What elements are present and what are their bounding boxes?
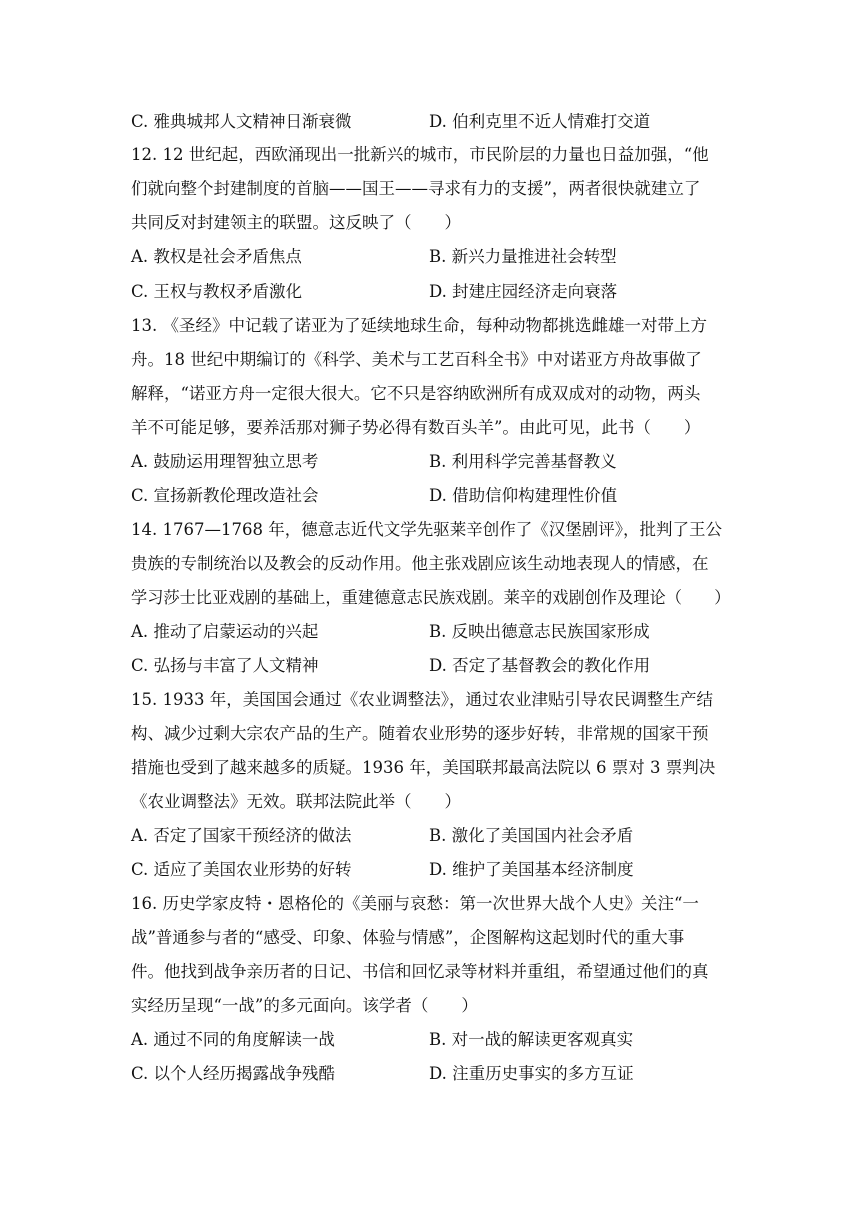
option-c: C. 弘扬与丰富了人文精神	[131, 656, 319, 675]
question-stem-line: 学习莎士比亚戏剧的基础上，重建德意志民族戏剧。莱辛的戏剧创作及理论（ ）	[131, 588, 731, 607]
question-stem-line: 12. 12 世纪起，西欧涌现出一批新兴的城市，市民阶层的力量也日益加强，“他	[131, 145, 709, 164]
question-stem-line: 舟。18 世纪中期编订的《科学、美术与工艺百科全书》中对诺亚方舟故事做了	[131, 350, 702, 369]
option-c: C. 宣扬新教伦理改造社会	[131, 486, 319, 505]
option-b: B. 反映出德意志民族国家形成	[429, 622, 650, 641]
question-stem-line: 贵族的专制统治以及教会的反动作用。他主张戏剧应该生动地表现人的情感，在	[131, 554, 709, 573]
option-a: A. 鼓励运用理智独立思考	[131, 452, 319, 471]
option-b: B. 激化了美国国内社会矛盾	[429, 826, 634, 845]
question-stem-line: 实经历呈现“一战”的多元面向。该学者（ ）	[131, 996, 478, 1015]
option-c: C. 王权与教权矛盾激化	[131, 282, 303, 301]
option-b: B. 利用科学完善基督教义	[429, 452, 617, 471]
option-a: A. 教权是社会矛盾焦点	[131, 247, 302, 266]
question-stem-line: 15. 1933 年，美国国会通过《农业调整法》，通过农业津贴引导农民调整生产结	[131, 690, 713, 709]
option-b: B. 对一战的解读更客观真实	[429, 1030, 634, 1049]
question-stem-line: 《农业调整法》无效。联邦法院此举（ ）	[131, 792, 461, 811]
question-stem-line: 16. 历史学家皮特・恩格伦的《美丽与哀愁：第一次世界大战个人史》关注“一	[131, 894, 699, 913]
question-stem-line: 件。他找到战争亲历者的日记、书信和回忆录等材料并重组，希望通过他们的真	[131, 962, 709, 981]
question-stem-line: 战”普通参与者的“感受、印象、体验与情感”，企图解构这起划时代的重大事	[131, 928, 685, 947]
option-a: A. 否定了国家干预经济的做法	[131, 826, 352, 845]
option-c: C. 雅典城邦人文精神日渐衰微	[131, 112, 352, 131]
option-d: D. 否定了基督教会的教化作用	[429, 656, 651, 675]
option-b: B. 新兴力量推进社会转型	[429, 247, 617, 266]
question-stem-line: 解释，“诺亚方舟一定很大很大。它不只是容纳欧洲所有成双成对的动物，两头	[131, 384, 701, 403]
question-stem-line: 14. 1767—1768 年，德意志近代文学先驱莱辛创作了《汉堡剧评》，批判了王公	[131, 520, 722, 539]
question-stem-line: 构、减少过剩大宗农产品的生产。随着农业形势的逐步好转，非常规的国家干预	[131, 724, 709, 743]
question-stem-line: 共同反对封建领主的联盟。这反映了（ ）	[131, 213, 461, 232]
option-d: D. 注重历史事实的多方互证	[429, 1064, 634, 1083]
option-c: C. 适应了美国农业形势的好转	[131, 860, 352, 879]
option-c: C. 以个人经历揭露战争残酷	[131, 1064, 336, 1083]
question-stem-line: 们就向整个封建制度的首脑——国王——寻求有力的支援”，两者很快就建立了	[131, 179, 701, 198]
option-a: A. 通过不同的角度解读一战	[131, 1030, 335, 1049]
question-stem-line: 羊不可能足够，要养活那对狮子势必得有数百头羊”。由此可见，此书（ ）	[131, 418, 701, 437]
option-d: D. 借助信仰构建理性价值	[429, 486, 618, 505]
question-stem-line: 措施也受到了越来越多的质疑。1936 年，美国联邦最高法院以 6 票对 3 票判决	[131, 758, 716, 777]
option-d: D. 封建庄园经济走向衰落	[429, 282, 618, 301]
option-d: D. 维护了美国基本经济制度	[429, 860, 634, 879]
option-d: D. 伯利克里不近人情难打交道	[429, 112, 651, 131]
question-stem-line: 13. 《圣经》中记载了诺亚为了延续地球生命，每种动物都挑选雌雄一对带上方	[131, 316, 707, 335]
option-a: A. 推动了启蒙运动的兴起	[131, 622, 319, 641]
